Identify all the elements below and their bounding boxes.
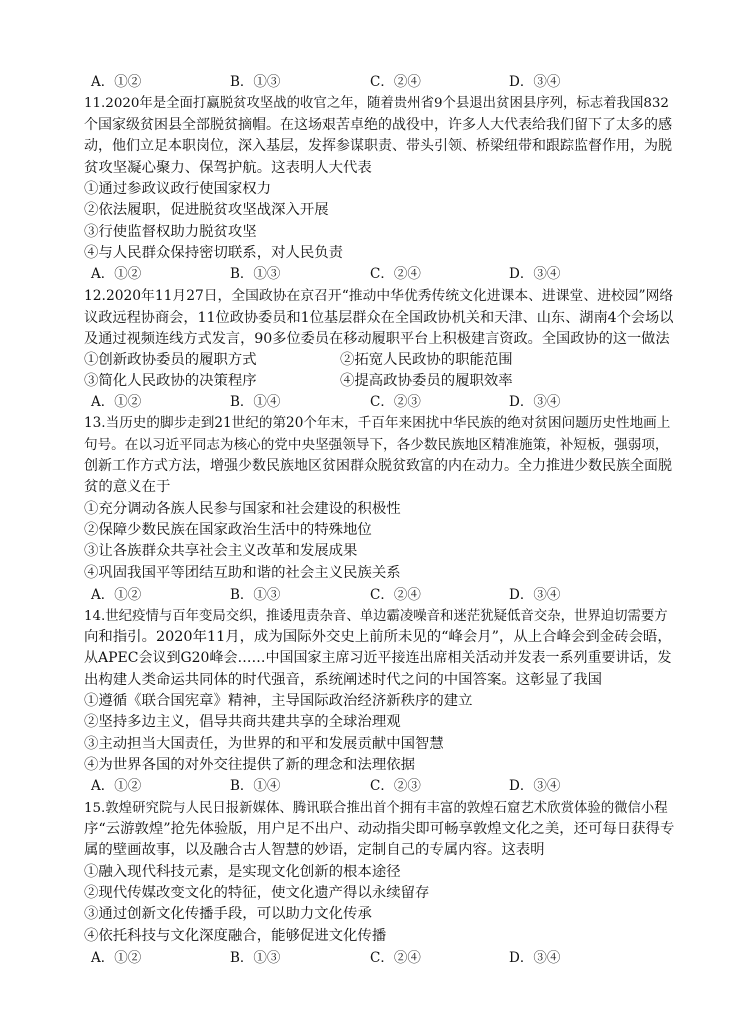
option-b: B．①③	[230, 74, 281, 90]
option-c: C．②④	[370, 266, 421, 282]
question-stem-line: 11.2020年是全面打赢脱贫攻坚战的收官之年，随着贵州省9个县退出贫困县序列，标志着我国832	[84, 96, 669, 111]
statement: ①通过参政议政行使国家权力	[84, 181, 272, 197]
option-c: C．②④	[370, 74, 421, 90]
question-stem-line: 13.当历史的脚步走到21世纪的第20个年末，千百年来困扰中华民族的绝对贫困问题历史性地画上	[84, 415, 671, 431]
option-b: B．①③	[230, 950, 281, 966]
statement: ①充分调动各族人民参与国家和社会建设的积极性	[84, 501, 401, 517]
option-a: A．①②	[91, 587, 142, 603]
option-c: C．②④	[370, 950, 421, 966]
question-stem-line: 贫攻坚凝心聚力、保驾护航。这表明人大代表	[84, 160, 372, 176]
statement: ④与人民群众保持密切联系，对人民负责	[84, 245, 344, 261]
option-d: D．③④	[509, 778, 561, 794]
question-stem-line: 出构建人类命运共同体的时代强音，系统阐述时代之问的中国答案。这彰显了我国	[84, 672, 603, 688]
statement: ④提高政协委员的履职效率	[340, 373, 513, 389]
option-d: D．③④	[509, 266, 561, 282]
option-c: C．②③	[370, 394, 421, 410]
option-a: A．①②	[91, 266, 142, 282]
question-stem-line: 句号。在以习近平同志为核心的党中央坚强领导下，各少数民族地区精准施策，补短板，强弱项，	[84, 437, 669, 453]
option-c: C．②④	[370, 587, 421, 603]
statement: ③行使监督权助力脱贫攻坚	[84, 224, 257, 240]
option-c: C．②③	[370, 778, 421, 794]
option-b: B．①④	[230, 394, 281, 410]
statement: ①遵循《联合国宪章》精神，主导国际政治经济新秩序的建立	[84, 693, 473, 709]
question-stem-line: 向和指引。2020年11月，成为国际外交史上前所未见的“峰会月”，从上合峰会到金砖会晤，	[84, 629, 672, 645]
statement: ②坚持多边主义，倡导共商共建共享的全球治理观	[84, 714, 401, 730]
question-stem-line: 14.世纪疫情与百年变局交织，推诿甩责杂音、单边霸凌噪音和迷茫犹疑低音交杂，世界迫切需要方	[84, 609, 668, 624]
statement: ③简化人民政协的决策程序	[84, 373, 257, 389]
option-a: A．①②	[91, 394, 142, 410]
statement: ②保障少数民族在国家政治生活中的特殊地位	[84, 522, 372, 538]
question-stem-line: 属的壁画故事，以及融合古人智慧的妙语，定制自己的专属内容。这表明	[84, 842, 545, 858]
statement: ④为世界各国的对外交往提供了新的理念和法理依据	[84, 757, 415, 773]
option-d: D．③④	[509, 74, 561, 90]
option-b: B．①③	[230, 266, 281, 282]
option-b: B．①④	[230, 778, 281, 794]
statement: ②拓宽人民政协的职能范围	[340, 352, 513, 368]
statement: ②现代传媒改变文化的特征，使文化遗产得以永续留存	[84, 885, 430, 901]
statement: ②依法履职，促进脱贫攻坚战深入开展	[84, 202, 329, 218]
question-stem-line: 及通过视频连线方式发言，90多位委员在移动履职平台上积极建言资政。全国政协的这一做法	[84, 331, 670, 347]
option-d: D．③④	[509, 950, 561, 966]
option-a: A．①②	[91, 74, 142, 90]
option-a: A．①②	[91, 950, 142, 966]
option-b: B．①③	[230, 587, 281, 603]
question-stem-line: 议政远程协商会，11位政协委员和1位基层群众在全国政协机关和天津、山东、湖南4个会场以	[84, 310, 674, 326]
option-d: D．③④	[509, 394, 561, 410]
question-stem-line: 创新工作方式方法，增强少数民族地区贫困群众脱贫致富的内在动力。全力推进少数民族全面脱	[84, 458, 672, 474]
question-stem-line: 15.敦煌研究院与人民日报新媒体、腾讯联合推出首个拥有丰富的敦煌石窟艺术欣赏体验的微信小程	[84, 801, 668, 816]
option-d: D．③④	[509, 587, 561, 603]
question-stem-line: 从APEC会议到G20峰会……中国国家主席习近平接连出席相关活动并发表一系列重要讲话，发	[84, 650, 672, 666]
question-stem-line: 个国家级贫困县全部脱贫摘帽。在这场艰苦卓绝的战役中，许多人大代表给我们留下了太多的感	[84, 117, 672, 133]
question-stem-line: 贫的意义在于	[84, 479, 171, 495]
statement: ③主动担当大国责任，为世界的和平和发展贡献中国智慧	[84, 736, 444, 752]
statement: ③让各族群众共享社会主义改革和发展成果	[84, 543, 358, 559]
statement: ③通过创新文化传播手段，可以助力文化传承	[84, 906, 372, 922]
question-stem-line: 动，他们立足本职岗位，深入基层，发挥参谋职责、带头引领、桥梁纽带和跟踪监督作用，为脱	[84, 138, 672, 154]
statement: ④巩固我国平等团结互助和谐的社会主义民族关系	[84, 565, 401, 581]
question-stem-line: 序“云游敦煌”抢先体验版，用户足不出户、动动指尖即可畅享敦煌文化之美，还可每日获得专	[84, 821, 674, 837]
statement: ①创新政协委员的履职方式	[84, 352, 257, 368]
statement: ①融入现代科技元素，是实现文化创新的根本途径	[84, 864, 401, 880]
option-a: A．①②	[91, 778, 142, 794]
question-stem-line: 12.2020年11月27日，全国政协在京召开“推动中华优秀传统文化进课本、进课堂、进校园”网络	[84, 288, 674, 304]
statement: ④依托科技与文化深度融合，能够促进文化传播	[84, 928, 387, 944]
